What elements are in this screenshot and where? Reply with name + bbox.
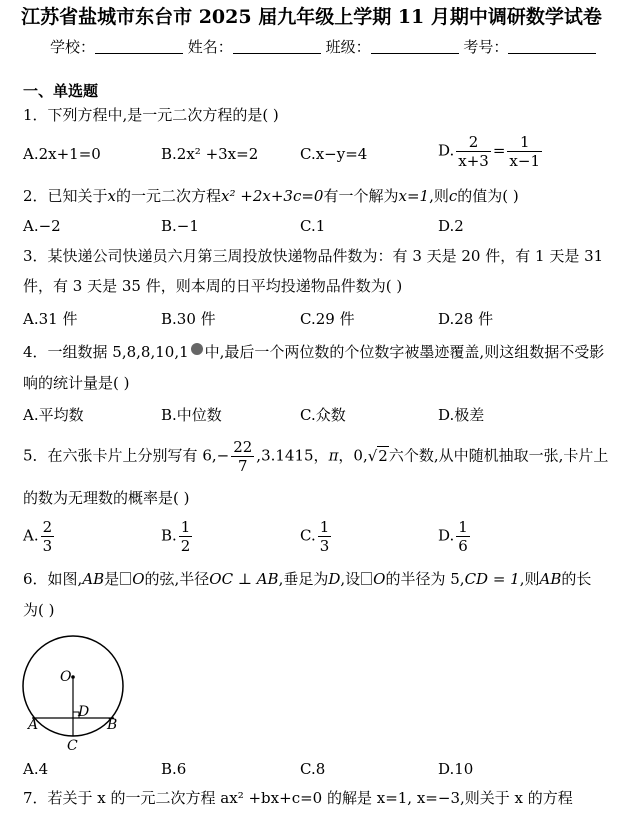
q1-d-fraction-right: $\frac{1}{x-1}$ [509, 133, 540, 170]
q2-option-d[interactable]: D.2 [438, 217, 464, 235]
q5-option-c[interactable]: C. $\frac{1}{3}$ [300, 518, 330, 555]
question-6-line-2: 为( ) [23, 601, 55, 619]
q3-option-a[interactable]: A.31 件 [23, 310, 78, 328]
q5-a-fraction: $\frac{2}{3}$ [42, 518, 53, 555]
q5-b-fraction: $\frac{1}{2}$ [180, 518, 191, 555]
q6-option-c[interactable]: C.8 [300, 760, 326, 778]
label-c: C [67, 738, 78, 753]
section-title: 一、单选题 [23, 82, 99, 100]
student-info-row [50, 36, 596, 57]
q5-option-b[interactable]: B. $\frac{1}{2}$ [161, 518, 191, 555]
question-7-partial: 7．若关于 x 的一元二次方程 ax² +bx+c=0 的解是 x=1, x=−3,则关于 x 的方程 [23, 789, 573, 807]
class-field: 班级： [326, 36, 459, 57]
q5-d-fraction: $\frac{1}{6}$ [458, 518, 468, 555]
q6-option-d[interactable]: D.10 [438, 760, 474, 778]
q5-option-d[interactable]: D. $\frac{1}{6}$ [438, 518, 468, 555]
question-1-text: 1．下列方程中,是一元二次方程的是( ) [23, 106, 279, 124]
question-3-line-2: 件，有 3 天是 35 件，则本周的日平均投递物品件数为( ) [23, 277, 403, 295]
q1-option-c[interactable]: C.x−y=4 [300, 145, 368, 163]
label-b: B [107, 717, 118, 733]
exam-number-field: 考号： [463, 36, 596, 57]
question-5-line-2: 的数为无理数的概率是( ) [23, 489, 190, 507]
q1-d-fraction-left: $\frac{2}{x+3}$ [458, 133, 489, 170]
circle-symbol-icon [361, 572, 372, 585]
q1-option-a[interactable]: A.2x+1=0 [23, 145, 101, 163]
question-3-line-1: 3．某快递公司快递员六月第三周投放快递物品件数为：有 3 天是 20 件，有 1 天是 31 [23, 247, 604, 265]
question-2-text: 2．已知关于x的一元二次方程x² +2x+3c=0有一个解为x=1,则c的值为( ) [23, 187, 519, 205]
q3-option-b[interactable]: B.30 件 [161, 310, 216, 328]
q5-c-fraction: $\frac{1}{3}$ [319, 518, 330, 555]
circle-diagram-svg [15, 628, 125, 753]
q1-option-b[interactable]: B.2x² +3x=2 [161, 145, 259, 163]
name-blank[interactable] [233, 39, 321, 54]
q4-option-c[interactable]: C.众数 [300, 406, 346, 424]
q2-option-a[interactable]: A.−2 [23, 217, 61, 235]
question-4-line-1: 4．一组数据 5,8,8,10,1 中,最后一个两位数的个位数字被墨迹覆盖,则这组数据不受影 [23, 343, 605, 361]
q5-option-a[interactable]: A. $\frac{2}{3}$ [23, 518, 53, 555]
q4-option-a[interactable]: A.平均数 [23, 406, 84, 424]
question-4-line-2: 响的统计量是( ) [23, 374, 130, 392]
circle-symbol-icon [120, 572, 131, 585]
label-o: O [60, 669, 72, 685]
circle-diagram [15, 628, 125, 753]
q6-option-a[interactable]: A.4 [23, 760, 49, 778]
question-6-line-1: 6．如图,AB是 O的弦,半径OC ⊥ AB,垂足为D,设 O的半径为 5,CD = 1,则AB的长 [23, 570, 592, 588]
exam-number-blank[interactable] [508, 39, 596, 54]
label-d: D [78, 704, 90, 720]
label-a: A [28, 717, 39, 733]
q4-option-d[interactable]: D.极差 [438, 406, 485, 424]
q2-option-b[interactable]: B.−1 [161, 217, 199, 235]
ink-blot-icon [191, 343, 203, 355]
q3-option-c[interactable]: C.29 件 [300, 310, 355, 328]
q1-option-d[interactable]: D. $\frac{2}{x+3}$ = $\frac{1}{x-1}$ [438, 133, 540, 170]
center-point [71, 675, 75, 679]
q6-option-b[interactable]: B.6 [161, 760, 187, 778]
q5-fraction: $\frac{22}{7}$ [233, 438, 253, 475]
q4-option-b[interactable]: B.中位数 [161, 406, 222, 424]
school-field: 学校： [50, 36, 183, 57]
document-title: 江苏省盐城市东台市 2025 届九年级上学期 11 月期中调研数学试卷 [21, 6, 602, 28]
q2-option-c[interactable]: C.1 [300, 217, 326, 235]
sqrt-symbol: √2 [367, 446, 388, 465]
q3-option-d[interactable]: D.28 件 [438, 310, 494, 328]
question-5-line-1: 5．在六张卡片上分别写有 6,− $\frac{22}{7}$ ,3.1415，π，0,√2六个数,从中随机抽取一张,卡片上 [23, 438, 609, 475]
class-blank[interactable] [371, 39, 459, 54]
school-blank[interactable] [95, 39, 183, 54]
name-field: 姓名： [188, 36, 321, 57]
